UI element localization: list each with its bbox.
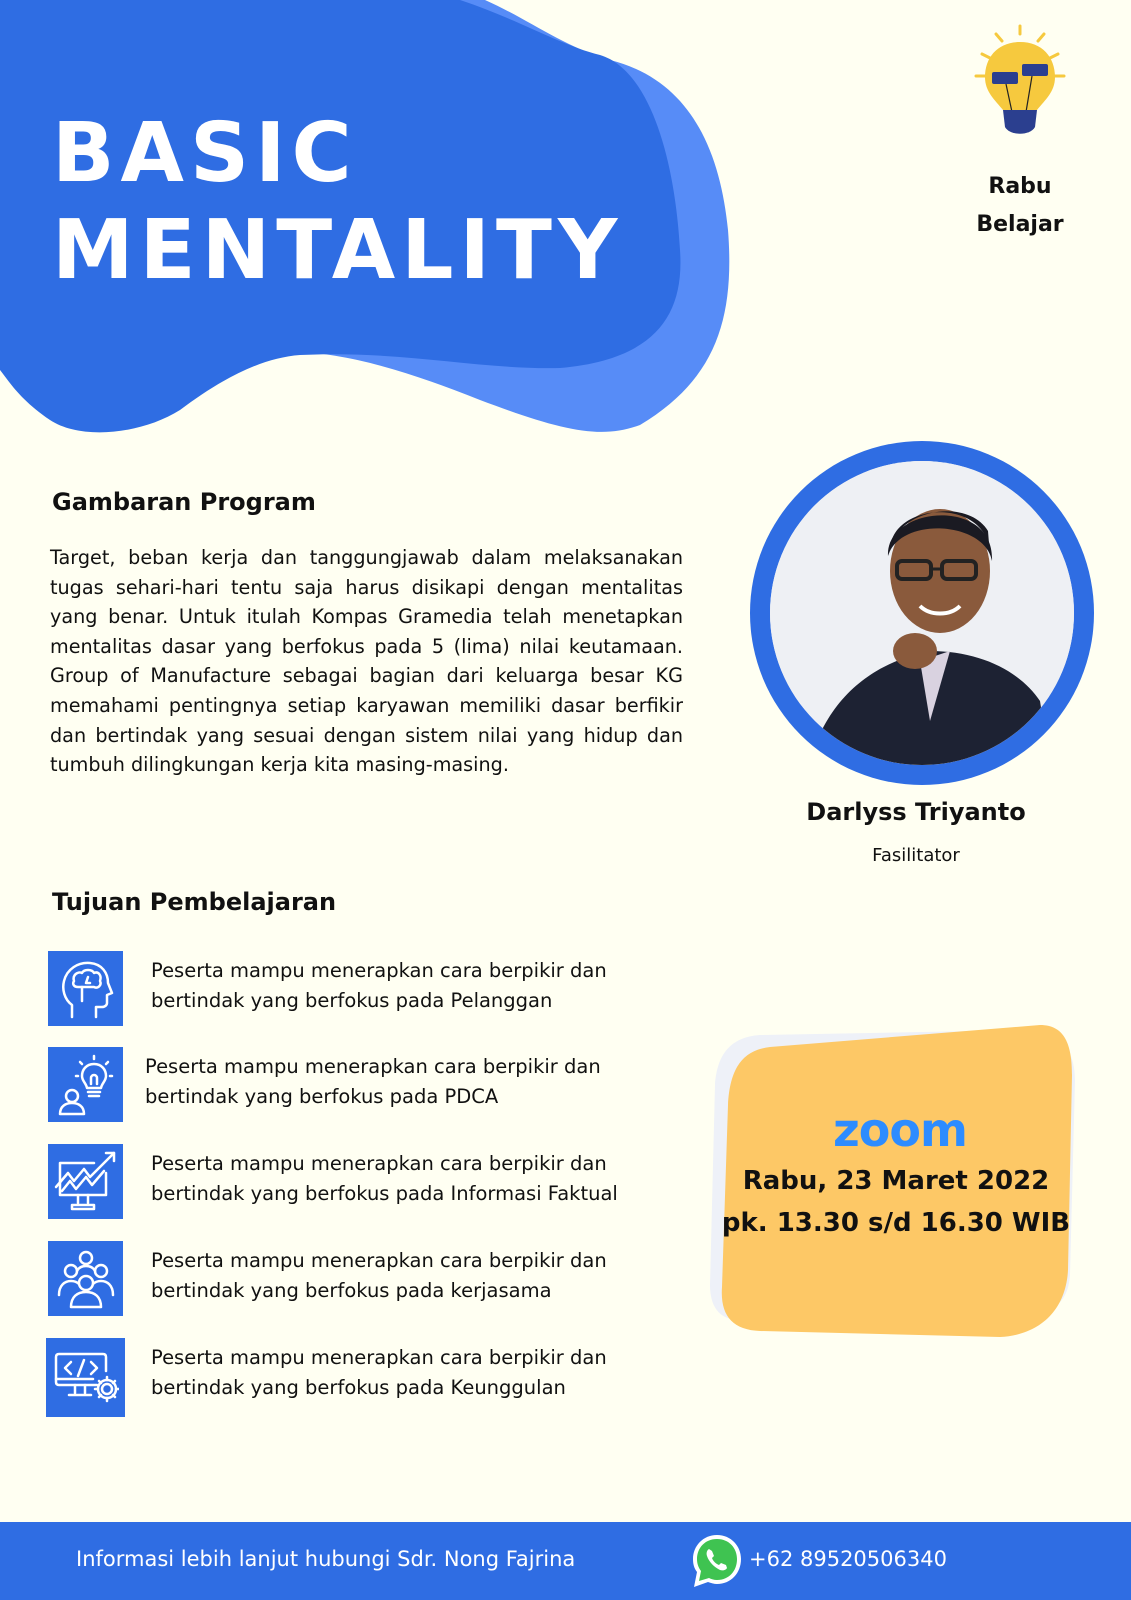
group-people-icon bbox=[48, 1241, 123, 1316]
facilitator-photo bbox=[770, 461, 1074, 765]
program-description: Target, beban kerja dan tanggungjawab dalam melaksanakan tugas sehari-hari tentu saja harus disikapi dengan mentalitas yang benar. Untuk itulah Kompas Gramedia telah menetapkan mentalitas dasar yang berfokus pada 5 (lima) nilai keutamaan. Group of Manufacture sebagai bagian dari keluarga besar KG memahami pentingnya setiap karyawan memiliki dasar berfikir dan bertindak yang sesuai dengan sistem nilai yang hidup dan tumbuh dilingkungan kerja kita masing-masing. bbox=[50, 546, 683, 777]
badge-line2: Belajar bbox=[976, 212, 1064, 237]
program-heading: Gambaran Program bbox=[52, 488, 316, 516]
objective-item: Peserta mampu menerapkan cara berpikir dan bertindak yang berfokus pada kerjasama bbox=[48, 1241, 698, 1317]
objective-item: Peserta mampu menerapkan cara berpikir dan bertindak yang berfokus pada Informasi Faktual bbox=[48, 1144, 698, 1220]
person-lightbulb-icon bbox=[48, 1047, 123, 1122]
event-card bbox=[700, 1025, 1100, 1340]
person-portrait-icon bbox=[770, 461, 1074, 765]
event-date: Rabu, 23 Maret 2022 bbox=[742, 1166, 1050, 1196]
facilitator-name: Darlyss Triyanto bbox=[806, 798, 1026, 826]
lightbulb-chat-icon bbox=[970, 22, 1070, 142]
event-time: pk. 13.30 s/d 16.30 WIB bbox=[721, 1208, 1071, 1238]
whatsapp-icon[interactable] bbox=[690, 1532, 744, 1590]
facilitator-role: Fasilitator bbox=[872, 845, 960, 866]
footer-contact-bar bbox=[0, 1522, 1131, 1600]
footer-info: Informasi lebih lanjut hubungi Sdr. Nong Fajrina bbox=[76, 1547, 576, 1571]
monitor-code-gear-icon bbox=[46, 1338, 125, 1417]
rabu-belajar-badge bbox=[955, 22, 1085, 244]
objective-item: Peserta mampu menerapkan cara berpikir dan bertindak yang berfokus pada Keunggulan bbox=[46, 1338, 696, 1414]
objectives-heading: Tujuan Pembelajaran bbox=[52, 888, 337, 916]
head-brain-icon bbox=[48, 951, 123, 1026]
page-title: BASIC MENTALITY bbox=[52, 106, 624, 298]
monitor-chart-icon bbox=[48, 1144, 123, 1219]
badge-line1: Rabu bbox=[988, 174, 1052, 199]
footer-phone[interactable]: +62 89520506340 bbox=[749, 1547, 947, 1571]
facilitator-photo-frame bbox=[750, 441, 1094, 785]
zoom-logo: zoom bbox=[833, 1103, 967, 1157]
objective-item: Peserta mampu menerapkan cara berpikir dan bertindak yang berfokus pada Pelanggan bbox=[48, 951, 698, 1027]
objective-item: Peserta mampu menerapkan cara berpikir dan bertindak yang berfokus pada PDCA bbox=[48, 1047, 698, 1123]
